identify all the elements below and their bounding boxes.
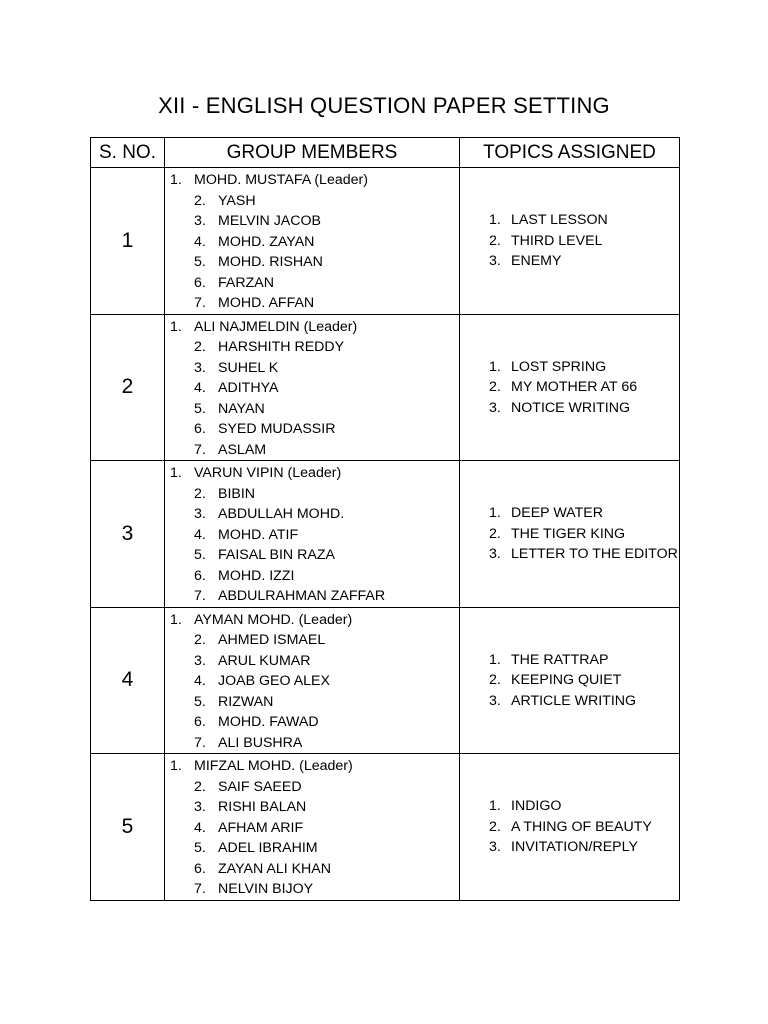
members-list bbox=[165, 170, 459, 314]
group-members-cell bbox=[165, 168, 460, 315]
group-member bbox=[165, 337, 459, 358]
group-leader bbox=[165, 756, 459, 777]
member-name: ARUL KUMAR bbox=[218, 652, 311, 669]
member-name: HARSHITH REDDY bbox=[218, 339, 345, 355]
member-name: AHMED ISMAEL bbox=[218, 632, 326, 648]
member-name: SYED MUDASSIR bbox=[218, 421, 336, 437]
list-number: 4. bbox=[194, 526, 206, 543]
member-name: FAISAL BIN RAZA bbox=[218, 547, 335, 563]
group-members-cell bbox=[165, 754, 460, 901]
list-number: 2. bbox=[489, 379, 501, 395]
serial-number: 3 bbox=[91, 461, 165, 608]
group-member bbox=[165, 358, 459, 379]
group-member bbox=[165, 399, 459, 420]
group-leader bbox=[165, 170, 459, 191]
list-number: 2. bbox=[194, 778, 206, 795]
group-leader bbox=[165, 610, 459, 631]
group-member bbox=[165, 440, 459, 461]
topic-item bbox=[489, 670, 679, 691]
topic-name: THIRD LEVEL bbox=[511, 232, 603, 249]
list-number: 5. bbox=[194, 693, 206, 710]
group-member bbox=[165, 712, 459, 733]
list-number: 7. bbox=[194, 881, 206, 897]
members-list bbox=[165, 610, 459, 754]
list-number: 6. bbox=[194, 274, 206, 291]
topics-cell bbox=[460, 754, 680, 901]
topic-name: ARTICLE WRITING bbox=[511, 692, 637, 709]
list-number: 3. bbox=[194, 652, 206, 669]
topics-cell bbox=[460, 168, 680, 315]
list-number: 6. bbox=[194, 421, 206, 437]
group-members-cell bbox=[165, 607, 460, 754]
list-number: 1. bbox=[170, 758, 182, 774]
list-number: 5. bbox=[194, 254, 206, 270]
list-number: 1. bbox=[170, 318, 182, 335]
group-leader bbox=[165, 317, 459, 338]
list-number: 7. bbox=[194, 734, 206, 751]
list-number: 2. bbox=[489, 525, 501, 542]
members-list bbox=[165, 756, 459, 900]
topics-cell bbox=[460, 314, 680, 461]
group-member bbox=[165, 879, 459, 900]
member-name: MELVIN JACOB bbox=[218, 213, 322, 229]
list-number: 4. bbox=[194, 380, 206, 396]
list-number: 2. bbox=[194, 485, 206, 502]
group-members-cell bbox=[165, 314, 460, 461]
list-number: 2. bbox=[194, 192, 206, 209]
topic-item bbox=[489, 251, 679, 272]
group-member bbox=[165, 252, 459, 273]
member-name: ADITHYA bbox=[218, 380, 279, 396]
topic-name: LAST LESSON bbox=[511, 212, 608, 228]
topics-cell bbox=[460, 461, 680, 608]
topic-name: LETTER TO THE EDITOR bbox=[511, 546, 678, 562]
topic-name: INDIGO bbox=[511, 798, 562, 814]
list-number: 3. bbox=[194, 359, 206, 376]
table-row bbox=[91, 314, 680, 461]
member-name: JOAB GEO ALEX bbox=[218, 673, 330, 689]
topic-name: DEEP WATER bbox=[511, 505, 603, 521]
serial-number: 1 bbox=[91, 168, 165, 315]
list-number: 1. bbox=[489, 798, 501, 814]
list-number: 1. bbox=[489, 505, 501, 521]
table-row bbox=[91, 607, 680, 754]
group-member bbox=[165, 504, 459, 525]
list-number: 7. bbox=[194, 441, 206, 458]
group-members-cell bbox=[165, 461, 460, 608]
group-member bbox=[165, 211, 459, 232]
list-number: 3. bbox=[194, 799, 206, 815]
topic-name: THE TIGER KING bbox=[511, 525, 626, 542]
topic-name: LOST SPRING bbox=[511, 358, 607, 375]
table-row bbox=[91, 461, 680, 608]
topic-item bbox=[489, 650, 679, 671]
list-number: 1. bbox=[170, 611, 182, 628]
topic-item bbox=[489, 210, 679, 231]
topic-name: INVITATION/REPLY bbox=[511, 839, 638, 855]
member-name: SAIF SAEED bbox=[218, 778, 302, 795]
topics-list bbox=[460, 357, 679, 419]
group-member bbox=[165, 671, 459, 692]
member-name: ASLAM bbox=[218, 441, 267, 458]
group-member bbox=[165, 273, 459, 294]
member-name: ADEL IBRAHIM bbox=[218, 840, 318, 856]
group-member bbox=[165, 692, 459, 713]
list-number: 4. bbox=[194, 673, 206, 689]
group-member bbox=[165, 630, 459, 651]
topics-cell bbox=[460, 607, 680, 754]
member-name: SUHEL K bbox=[218, 359, 279, 376]
group-member bbox=[165, 859, 459, 880]
list-number: 1. bbox=[489, 358, 501, 375]
list-number: 3. bbox=[489, 253, 501, 269]
member-name: AFHAM ARIF bbox=[218, 819, 304, 836]
group-member bbox=[165, 566, 459, 587]
member-name: ALI NAJMELDIN (Leader) bbox=[194, 318, 358, 335]
topic-item bbox=[489, 503, 679, 524]
group-member bbox=[165, 484, 459, 505]
list-number: 3. bbox=[194, 213, 206, 229]
member-name: NELVIN BIJOY bbox=[218, 881, 314, 897]
table-row bbox=[91, 168, 680, 315]
member-name: MOHD. FAWAD bbox=[218, 714, 319, 730]
table-header-row bbox=[91, 138, 680, 168]
topic-name: THE RATTRAP bbox=[511, 651, 609, 668]
page-title: XII - ENGLISH QUESTION PAPER SETTING bbox=[158, 93, 610, 118]
list-number: 2. bbox=[194, 632, 206, 648]
group-member bbox=[165, 777, 459, 798]
member-name: RIZWAN bbox=[218, 693, 274, 710]
group-member bbox=[165, 838, 459, 859]
member-name: MOHD. ATIF bbox=[218, 526, 299, 543]
member-name: MOHD. ZAYAN bbox=[218, 233, 315, 250]
topic-item bbox=[489, 817, 679, 838]
list-number: 6. bbox=[194, 860, 206, 877]
list-number: 3. bbox=[489, 399, 501, 416]
list-number: 1. bbox=[170, 172, 182, 188]
member-name: ZAYAN ALI KHAN bbox=[218, 860, 332, 877]
list-number: 7. bbox=[194, 295, 206, 311]
list-number: 5. bbox=[194, 547, 206, 563]
member-name: MOHD. RISHAN bbox=[218, 254, 323, 270]
list-number: 2. bbox=[489, 672, 501, 688]
member-name: ABDULRAHMAN ZAFFAR bbox=[218, 588, 386, 604]
serial-number: 4 bbox=[91, 607, 165, 754]
list-number: 1. bbox=[170, 465, 182, 481]
topic-name: KEEPING QUIET bbox=[511, 672, 622, 688]
member-name: AYMAN MOHD. (Leader) bbox=[194, 611, 353, 628]
members-list bbox=[165, 463, 459, 607]
topic-name: A THING OF BEAUTY bbox=[511, 818, 652, 835]
group-member bbox=[165, 378, 459, 399]
member-name: MIFZAL MOHD. (Leader) bbox=[194, 758, 353, 774]
topic-item bbox=[489, 796, 679, 817]
group-member bbox=[165, 191, 459, 212]
topic-name: ENEMY bbox=[511, 253, 562, 269]
list-number: 3. bbox=[489, 692, 501, 709]
serial-number: 5 bbox=[91, 754, 165, 901]
member-name: NAYAN bbox=[218, 400, 265, 417]
topic-item bbox=[489, 231, 679, 252]
list-number: 4. bbox=[194, 233, 206, 250]
list-number: 4. bbox=[194, 819, 206, 836]
table-row bbox=[91, 754, 680, 901]
group-member bbox=[165, 733, 459, 754]
list-number: 1. bbox=[489, 651, 501, 668]
list-number: 5. bbox=[194, 400, 206, 417]
topic-item bbox=[489, 544, 679, 565]
member-name: MOHD. MUSTAFA (Leader) bbox=[194, 172, 368, 188]
list-number: 3. bbox=[489, 546, 501, 562]
topic-item bbox=[489, 524, 679, 545]
group-member bbox=[165, 818, 459, 839]
group-member bbox=[165, 293, 459, 314]
list-number: 2. bbox=[489, 818, 501, 835]
group-member bbox=[165, 586, 459, 607]
member-name: RISHI BALAN bbox=[218, 799, 307, 815]
topic-item bbox=[489, 691, 679, 712]
serial-number: 2 bbox=[91, 314, 165, 461]
topic-name: MY MOTHER AT 66 bbox=[511, 379, 638, 395]
list-number: 7. bbox=[194, 588, 206, 604]
topics-list bbox=[460, 503, 679, 565]
header-topics-assigned: TOPICS ASSIGNED bbox=[460, 138, 680, 168]
member-name: YASH bbox=[218, 192, 256, 209]
list-number: 2. bbox=[489, 232, 501, 249]
list-number: 5. bbox=[194, 840, 206, 856]
member-name: VARUN VIPIN (Leader) bbox=[194, 465, 342, 481]
topic-item bbox=[489, 357, 679, 378]
groups-table bbox=[90, 137, 680, 901]
group-member bbox=[165, 232, 459, 253]
members-list bbox=[165, 317, 459, 461]
topic-item bbox=[489, 377, 679, 398]
list-number: 1. bbox=[489, 212, 501, 228]
topic-item bbox=[489, 398, 679, 419]
member-name: ABDULLAH MOHD. bbox=[218, 506, 345, 522]
list-number: 2. bbox=[194, 339, 206, 355]
topics-list bbox=[460, 650, 679, 712]
member-name: MOHD. IZZI bbox=[218, 567, 295, 584]
group-member bbox=[165, 651, 459, 672]
list-number: 6. bbox=[194, 567, 206, 584]
group-member bbox=[165, 525, 459, 546]
topic-name: NOTICE WRITING bbox=[511, 399, 631, 416]
topics-list bbox=[460, 210, 679, 272]
list-number: 3. bbox=[194, 506, 206, 522]
header-group-members: GROUP MEMBERS bbox=[165, 138, 460, 168]
group-member bbox=[165, 419, 459, 440]
member-name: MOHD. AFFAN bbox=[218, 295, 315, 311]
group-leader bbox=[165, 463, 459, 484]
member-name: ALI BUSHRA bbox=[218, 734, 303, 751]
topics-list bbox=[460, 796, 679, 858]
list-number: 3. bbox=[489, 839, 501, 855]
member-name: BIBIN bbox=[218, 485, 256, 502]
list-number: 6. bbox=[194, 714, 206, 730]
group-member bbox=[165, 797, 459, 818]
group-member bbox=[165, 545, 459, 566]
header-sno: S. NO. bbox=[91, 138, 165, 168]
member-name: FARZAN bbox=[218, 274, 274, 291]
topic-item bbox=[489, 837, 679, 858]
